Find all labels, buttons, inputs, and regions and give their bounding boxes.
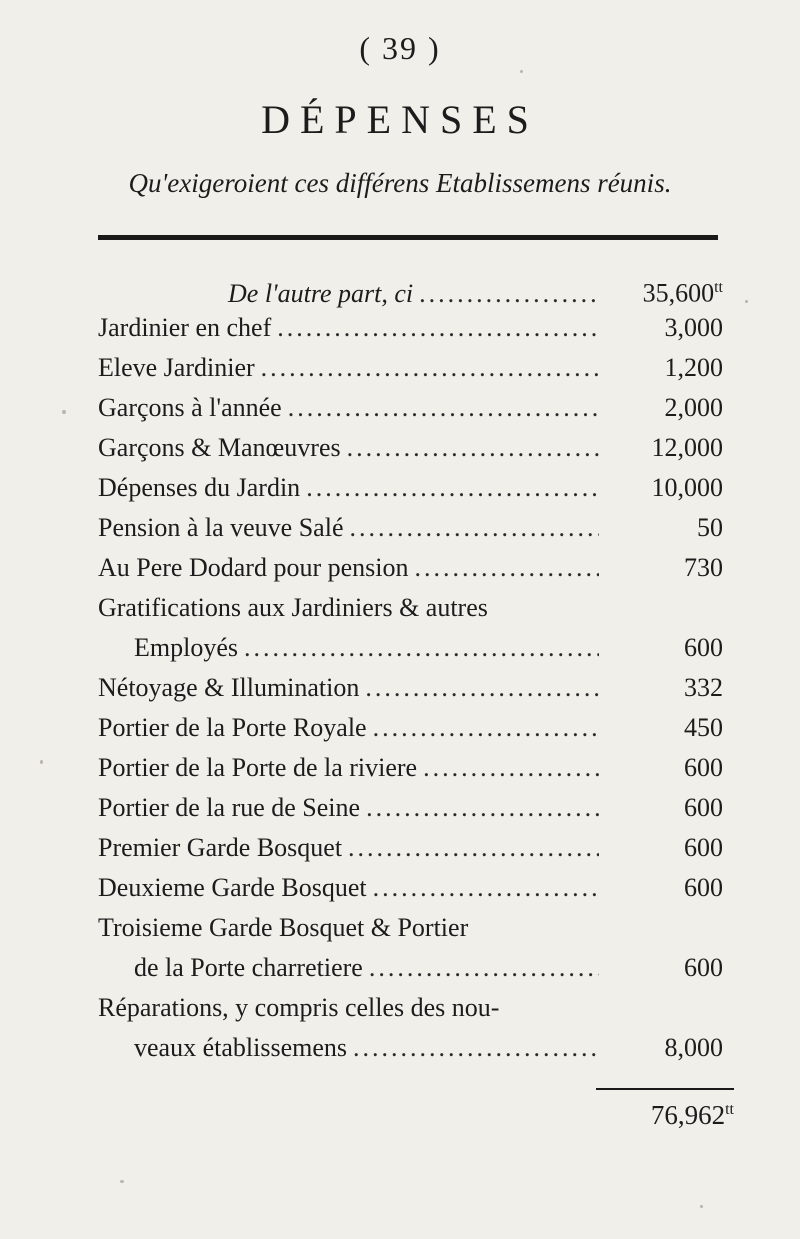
sum-rule: [596, 1088, 734, 1090]
expense-row-continued: [98, 628, 723, 668]
expense-amount: 600: [684, 753, 723, 782]
carried-forward-row: [98, 268, 723, 308]
expense-label-continued: de la Porte charretiere: [134, 953, 363, 982]
dot-leader: [415, 548, 600, 588]
expense-row: [98, 988, 723, 1028]
expense-label: Deuxieme Garde Bosquet: [98, 873, 367, 902]
expense-amount: 600: [684, 633, 723, 662]
expense-label: Garçons à l'année: [98, 393, 282, 422]
dot-leader: [373, 868, 599, 908]
expense-label: Garçons & Manœuvres: [98, 433, 341, 462]
expense-label: Jardinier en chef: [98, 313, 272, 342]
dot-leader: [347, 428, 599, 468]
expense-amount: 8,000: [664, 1033, 723, 1062]
dot-leader: [348, 828, 599, 868]
expense-amount: 730: [684, 553, 723, 582]
expense-amount: 50: [697, 513, 723, 542]
expense-amount: 450: [684, 713, 723, 742]
expense-row: [98, 868, 723, 908]
expense-amount: 2,000: [664, 393, 723, 422]
dot-leader: [369, 948, 599, 988]
page-heading: DÉPENSES: [261, 97, 539, 142]
dot-leader: [244, 628, 599, 668]
expense-label: Dépenses du Jardin: [98, 473, 301, 502]
expense-row: [98, 508, 723, 548]
expense-label-continued: veaux établissemens: [134, 1033, 347, 1062]
expense-row: [98, 668, 723, 708]
carried-forward-amount: $35,600^{tt}$: [642, 278, 723, 308]
expense-label: Portier de la rue de Seine: [98, 793, 361, 822]
dot-leader: [366, 788, 599, 828]
dot-leader: [353, 1028, 599, 1068]
dot-leader: [261, 348, 599, 388]
dot-leader: [277, 308, 599, 348]
expense-label: Au Pere Dodard pour pension: [98, 553, 409, 582]
expense-amount: 332: [684, 673, 723, 702]
expense-label: Eleve Jardinier: [98, 353, 255, 382]
carried-forward-label: De l'autre part, ci: [228, 278, 414, 308]
expense-label: Gratifications aux Jardiniers & autres: [98, 593, 488, 622]
dot-leader: [306, 468, 599, 508]
expense-row-continued: [98, 948, 723, 988]
expense-label: Premier Garde Bosquet: [98, 833, 343, 862]
expense-amount: 600: [684, 873, 723, 902]
expense-amount: 3,000: [664, 313, 723, 342]
expense-amount: 12,000: [651, 433, 723, 462]
expense-row: [98, 588, 723, 628]
dot-leader: [350, 508, 600, 548]
expense-label: Réparations, y compris celles des nou-: [98, 993, 500, 1022]
expense-label: Portier de la Porte de la riviere: [98, 753, 418, 782]
currency-unit: tt: [714, 279, 723, 296]
expense-amount: 600: [684, 953, 723, 982]
dot-leader: [365, 668, 599, 708]
expense-row: [98, 468, 723, 508]
total-amount: $76,962^{tt}$: [650, 1100, 734, 1130]
page-subtitle: Qu'exigeroient ces différens Etablissemens réunis.: [128, 168, 672, 198]
dot-leader: [288, 388, 599, 428]
expense-amount: 10,000: [651, 473, 723, 502]
expense-row: [98, 908, 723, 948]
expense-amount: 600: [684, 793, 723, 822]
expense-row-continued: [98, 1028, 723, 1068]
expense-row: [98, 348, 723, 388]
expense-row: [98, 548, 723, 588]
expense-amount: 600: [684, 833, 723, 862]
expense-row: [98, 308, 723, 348]
heading-rule: [98, 235, 718, 240]
page-number: ( 39 ): [359, 30, 441, 66]
expense-row: [98, 788, 723, 828]
expense-row: [98, 828, 723, 868]
expense-row: [98, 748, 723, 788]
expense-amount: 1,200: [664, 353, 723, 382]
expense-label: Portier de la Porte Royale: [98, 713, 367, 742]
dot-leader: [373, 708, 599, 748]
currency-unit: tt: [725, 1101, 734, 1118]
expense-label: Pension à la veuve Salé: [98, 513, 344, 542]
expense-label-continued: Employés: [134, 633, 238, 662]
expense-row: [98, 388, 723, 428]
expense-row: [98, 708, 723, 748]
expense-label: Nétoyage & Illumination: [98, 673, 360, 702]
expense-list: [98, 268, 723, 1068]
expense-row: [98, 428, 723, 468]
expense-label: Troisieme Garde Bosquet & Portier: [98, 913, 469, 942]
dot-leader: [423, 748, 599, 788]
